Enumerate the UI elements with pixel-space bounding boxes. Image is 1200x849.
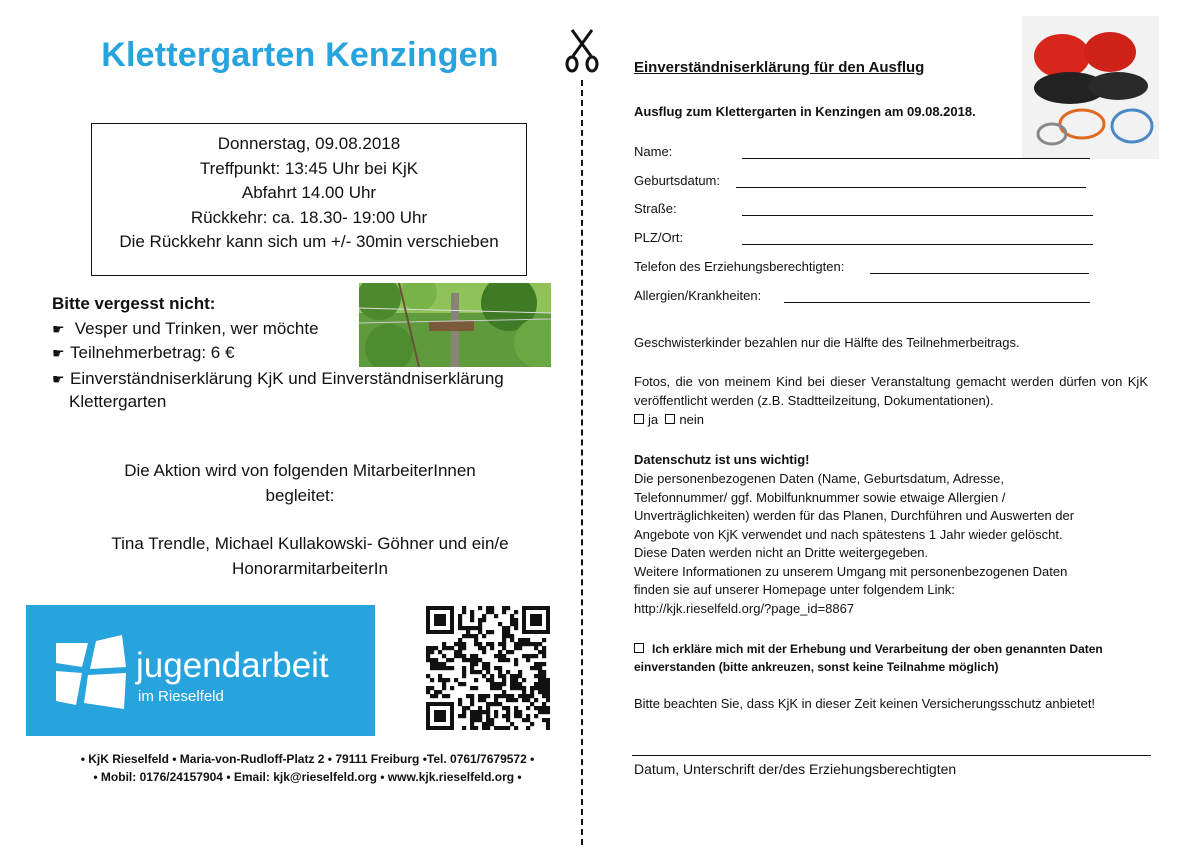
logo-subtext: im Rieselfeld (138, 688, 224, 705)
cut-line (581, 80, 583, 845)
field-label-allergies: Allergien/Krankheiten: (634, 288, 762, 303)
field-label-phone: Telefon des Erziehungsberechtigten: (634, 259, 845, 274)
allergies-input-line[interactable] (784, 302, 1090, 303)
photo-consent-text: Fotos, die von meinem Kind bei dieser Veranstaltung gemacht werden dürfen von KjK veröffentlicht werden (z.B. Stadtteilzeitung, Dokumentationen). (634, 374, 1148, 408)
reminder-item-continuation: Klettergarten (69, 392, 167, 411)
pointing-hand-icon: ☛ (52, 371, 65, 387)
street-input-line[interactable] (742, 215, 1093, 216)
signature-label: Datum, Unterschrift der/des Erziehungsberechtigten (634, 761, 957, 777)
insurance-note: Bitte beachten Sie, dass KjK in dieser Zeit keinen Versicherungsschutz anbietet! (634, 696, 1096, 711)
photo-no-label: nein (679, 412, 704, 427)
climbing-gear-photo (1022, 16, 1159, 159)
privacy-link[interactable]: http://kjk.rieselfeld.org/?page_id=8867 (634, 600, 855, 616)
privacy-heading: Datenschutz ist uns wichtig! (634, 452, 810, 467)
qr-code[interactable] (426, 606, 550, 730)
scissors-icon (564, 26, 600, 74)
flyer-title: Klettergarten Kenzingen (101, 36, 499, 74)
field-label-city: PLZ/Ort: (634, 230, 684, 245)
pointing-hand-icon: ☛ (52, 321, 65, 337)
jugendarbeit-logo (26, 605, 375, 736)
footer-line: • Mobil: 0176/24157904 • Email: kjk@rieselfeld.org • www.kjk.rieselfeld.org • (93, 770, 522, 784)
info-departure: Abfahrt 14.00 Uhr (241, 183, 377, 202)
logo-text: jugendarbeit (136, 646, 329, 685)
event-info-box (91, 123, 527, 276)
contact-footer (30, 750, 585, 786)
siblings-note: Geschwisterkinder bezahlen nur die Hälfte des Teilnehmerbeitrags. (634, 335, 1020, 350)
info-date: Donnerstag, 09.08.2018 (217, 134, 401, 153)
reminder-item: ☛ Teilnehmerbetrag: 6 € (52, 341, 234, 365)
signature-line[interactable] (632, 755, 1151, 756)
data-consent-label: Ich erkläre mich mit der Erhebung und Verarbeitung der oben genannten Daten (652, 642, 1103, 656)
field-label-name: Name: (634, 144, 673, 159)
photo-consent-options (634, 411, 1148, 430)
photo-yes-label: ja (648, 412, 659, 427)
staff-names: Tina Trendle, Michael Kullakowski- Göhner und ein/e HonorarmitarbeiterIn (111, 534, 509, 578)
data-consent-checkbox[interactable] (634, 643, 644, 653)
photo-no-checkbox[interactable] (665, 414, 675, 424)
city-input-line[interactable] (742, 244, 1093, 245)
info-meeting-point: Treffpunkt: 13:45 Uhr bei KjK (199, 158, 419, 178)
form-subtitle: Ausflug zum Klettergarten in Kenzingen am 09.08.2018. (634, 104, 976, 119)
name-input-line[interactable] (742, 158, 1090, 159)
staff-intro: Die Aktion wird von folgenden MitarbeiterInnen begleitet: (124, 461, 476, 505)
info-return: Rückkehr: ca. 18.30- 19:00 Uhr (190, 207, 428, 227)
data-consent: Ich erkläre mich mit der Erhebung und Verarbeitung der oben genannten Daten einverstanden (bitte ankreuzen, sonst keine Teilnahme möglich) (634, 642, 1103, 674)
info-return-note: Die Rückkehr kann sich um +/- 30min verschieben (119, 232, 499, 251)
pointing-hand-icon: ☛ (52, 345, 65, 361)
reminder-item: ☛ Einverständniserklärung KjK und Einverständniserklärung (52, 367, 504, 391)
field-label-birthdate: Geburtsdatum: (634, 173, 720, 188)
climbing-park-photo (359, 283, 551, 367)
privacy-text: Die personenbezogenen Daten (Name, Geburtsdatum, Adresse, Telefonnummer/ ggf. Mobilfunknummer sowie etwaige Allergien / Unverträglichkeiten) werden für das Planen, Durchführen und Auswerten der Angebote von KjK verwendet und nach spätestens 1 Jahr wieder gelöscht. Diese Daten werden nicht an Dritte weitergegeben. Weitere Informationen zu unserem Umgang mit personenbezogenen Daten finden sie auf unserer Homepage unter folgendem Link: http://kjk.rieselfeld.org/?page_id=8867 (634, 470, 1148, 618)
birthdate-input-line[interactable] (736, 187, 1086, 188)
field-label-street: Straße: (634, 201, 677, 216)
photo-yes-checkbox[interactable] (634, 414, 644, 424)
phone-input-line[interactable] (870, 273, 1089, 274)
reminder-item: ☛ Vesper und Trinken, wer möchte (52, 317, 319, 341)
reminder-heading: Bitte vergesst nicht: (52, 294, 216, 313)
footer-line: • KjK Rieselfeld • Maria-von-Rudloff-Platz 2 • 79111 Freiburg •Tel. 0761/7679572 • (80, 752, 535, 766)
form-title: Einverständniserklärung für den Ausflug (634, 59, 925, 76)
